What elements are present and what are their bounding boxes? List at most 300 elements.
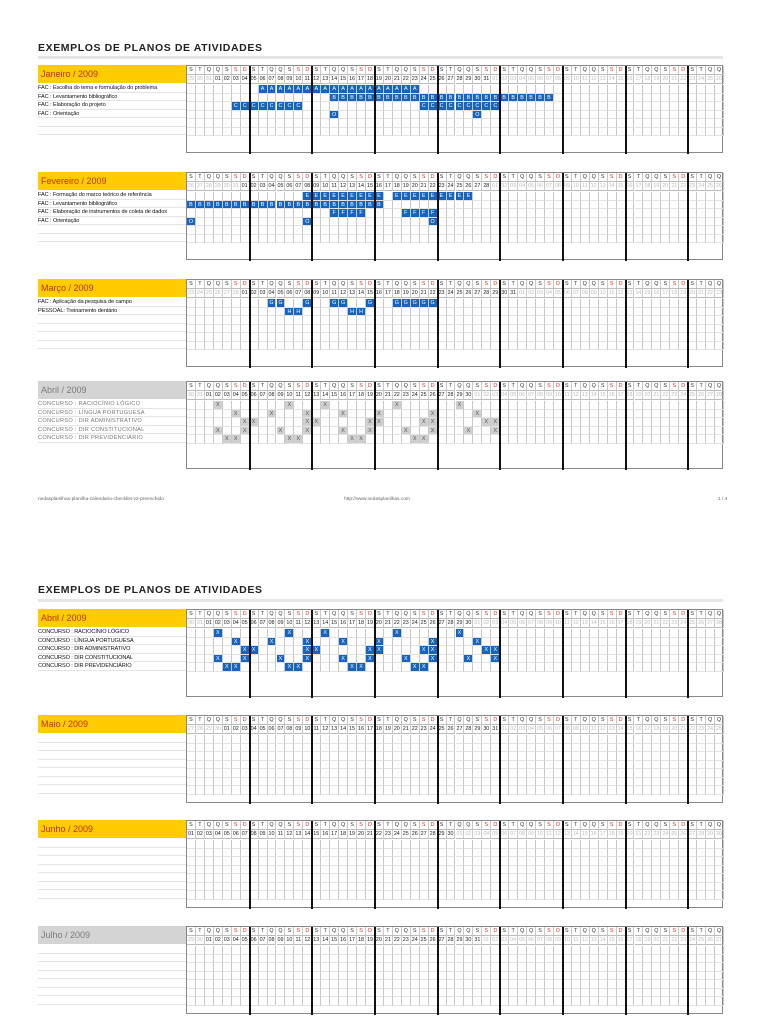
weekday-header: Q bbox=[464, 821, 473, 830]
grid-cell bbox=[643, 840, 652, 849]
grid-cell bbox=[590, 646, 599, 655]
grid-cell bbox=[643, 218, 652, 227]
weekday-header: S bbox=[420, 173, 429, 182]
weekday-header: S bbox=[187, 66, 196, 75]
grid-cell bbox=[187, 209, 196, 218]
grid-cell bbox=[393, 891, 402, 900]
grid-cell bbox=[608, 201, 617, 210]
day-number: 05 bbox=[510, 620, 517, 626]
activity-list bbox=[38, 298, 186, 349]
day-number: 22 bbox=[402, 76, 409, 82]
day-number: 31 bbox=[232, 183, 239, 189]
grid-cell bbox=[545, 955, 554, 964]
weekday-header: S bbox=[411, 66, 420, 75]
day-number: 28 bbox=[456, 76, 463, 82]
weekday-header: S bbox=[500, 716, 509, 725]
grid-cell bbox=[250, 778, 259, 787]
day-number: 26 bbox=[187, 183, 194, 189]
week-separator bbox=[437, 927, 439, 1015]
grid-cell bbox=[527, 857, 536, 866]
activity-mark: X bbox=[456, 401, 465, 410]
day-number: 06 bbox=[250, 937, 257, 943]
grid-cell bbox=[581, 980, 590, 989]
weekday-header: D bbox=[241, 821, 250, 830]
grid-cell bbox=[626, 646, 635, 655]
grid-cell bbox=[438, 119, 447, 128]
grid-cell bbox=[536, 410, 545, 419]
weekday-header: S bbox=[312, 173, 321, 182]
grid-cell bbox=[581, 891, 590, 900]
grid-cell bbox=[518, 849, 527, 858]
grid-cell bbox=[706, 786, 715, 795]
weekday-header: T bbox=[447, 716, 456, 725]
grid-cell bbox=[456, 786, 465, 795]
day-number: 19 bbox=[653, 183, 660, 189]
grid-cell bbox=[545, 646, 554, 655]
grid-cell bbox=[447, 735, 456, 744]
grid-cell bbox=[438, 963, 447, 972]
grid-cell bbox=[572, 874, 581, 883]
grid-cell bbox=[536, 980, 545, 989]
grid-cell bbox=[626, 418, 635, 427]
week-separator bbox=[687, 382, 689, 470]
grid-cell bbox=[590, 980, 599, 989]
grid-cell bbox=[232, 874, 241, 883]
grid-cell bbox=[572, 735, 581, 744]
grid-cell bbox=[294, 235, 303, 244]
grid-cell bbox=[599, 761, 608, 770]
grid-cell bbox=[268, 849, 277, 858]
grid-cell bbox=[697, 638, 706, 647]
day-number: 10 bbox=[554, 620, 561, 626]
grid-cell bbox=[214, 646, 223, 655]
grid-cell bbox=[348, 333, 357, 342]
day-number: 01 bbox=[474, 392, 481, 398]
weekday-header: T bbox=[509, 716, 518, 725]
activity-mark: X bbox=[250, 418, 259, 427]
grid-cell bbox=[464, 342, 473, 351]
activity-mark: A bbox=[285, 85, 294, 94]
weekday-header: S bbox=[482, 382, 491, 391]
weekday-header: Q bbox=[330, 173, 339, 182]
day-number: 11 bbox=[545, 830, 554, 839]
grid-cell bbox=[464, 946, 473, 955]
day-number: 04 bbox=[232, 620, 239, 626]
day-number: 30 bbox=[196, 76, 203, 82]
grid-cell bbox=[321, 883, 330, 892]
grid-cell bbox=[285, 744, 294, 753]
grid-cell bbox=[563, 226, 572, 235]
weekday-header: S bbox=[312, 821, 321, 830]
grid-cell bbox=[205, 119, 214, 128]
day-number: 30 bbox=[474, 76, 481, 82]
grid-cell bbox=[608, 427, 617, 436]
grid-cell bbox=[384, 410, 393, 419]
grid-cell bbox=[277, 629, 286, 638]
grid-cell bbox=[608, 646, 617, 655]
week-separator bbox=[437, 280, 439, 368]
grid-cell bbox=[187, 989, 196, 998]
grid-cell bbox=[581, 769, 590, 778]
grid-cell bbox=[608, 874, 617, 883]
grid-cell bbox=[447, 778, 456, 787]
grid-cell bbox=[670, 435, 679, 444]
grid-cell bbox=[384, 401, 393, 410]
grid-cell bbox=[706, 435, 715, 444]
grid-cell bbox=[536, 857, 545, 866]
weekday-header: D bbox=[303, 610, 312, 619]
day-number: 02 bbox=[510, 726, 517, 732]
day-number: 31 bbox=[483, 76, 490, 82]
day-number: 13 bbox=[581, 392, 588, 398]
grid-cell bbox=[196, 410, 205, 419]
day-number: 24 bbox=[662, 831, 669, 837]
grid-cell bbox=[402, 989, 411, 998]
day-number: 04 bbox=[545, 290, 552, 296]
weekday-header: S bbox=[223, 716, 232, 725]
grid-cell bbox=[223, 874, 232, 883]
grid-cell bbox=[330, 119, 339, 128]
grid-cell bbox=[572, 209, 581, 218]
grid-cell bbox=[393, 201, 402, 210]
grid-cell bbox=[285, 980, 294, 989]
day-number: 06 bbox=[286, 290, 293, 296]
grid-cell bbox=[268, 435, 277, 444]
grid-cell bbox=[715, 111, 724, 120]
grid-cell bbox=[250, 786, 259, 795]
grid-cell bbox=[268, 209, 277, 218]
grid-cell bbox=[581, 192, 590, 201]
grid-cell bbox=[232, 308, 241, 317]
activity-mark: C bbox=[482, 102, 491, 111]
grid-cell bbox=[661, 744, 670, 753]
grid-cell bbox=[688, 325, 697, 334]
grid-cell bbox=[626, 333, 635, 342]
grid-cell bbox=[688, 752, 697, 761]
grid-cell bbox=[268, 997, 277, 1006]
grid-cell bbox=[652, 883, 661, 892]
grid-cell bbox=[464, 85, 473, 94]
grid-cell bbox=[259, 883, 268, 892]
activity-mark: X bbox=[214, 401, 223, 410]
grid-cell bbox=[482, 235, 491, 244]
grid-cell bbox=[330, 849, 339, 858]
day-number: 21 bbox=[671, 76, 678, 82]
grid-cell bbox=[652, 192, 661, 201]
grid-cell bbox=[715, 997, 724, 1006]
grid-cell bbox=[447, 209, 456, 218]
day-number: 04 bbox=[483, 831, 490, 837]
day-number: 25 bbox=[716, 726, 723, 732]
grid-cell bbox=[393, 342, 402, 351]
grid-cell bbox=[402, 883, 411, 892]
day-number: 27 bbox=[689, 831, 696, 837]
weekday-header: Q bbox=[527, 66, 536, 75]
weekday-header: T bbox=[196, 610, 205, 619]
grid-cell bbox=[643, 435, 652, 444]
grid-cell bbox=[643, 752, 652, 761]
weekday-header: D bbox=[366, 382, 375, 391]
grid-cell bbox=[294, 401, 303, 410]
grid-cell bbox=[393, 418, 402, 427]
day-number: 28 bbox=[447, 620, 454, 626]
day-number: 07 bbox=[545, 183, 552, 189]
weekday-header: Q bbox=[581, 610, 590, 619]
weekday-header: Q bbox=[581, 382, 590, 391]
grid-cell bbox=[438, 226, 447, 235]
grid-cell bbox=[482, 866, 491, 875]
weekday-header: Q bbox=[652, 173, 661, 182]
activity-mark: A bbox=[411, 85, 420, 94]
grid-cell bbox=[268, 735, 277, 744]
grid-cell bbox=[715, 201, 724, 210]
grid-cell bbox=[706, 410, 715, 419]
grid-cell bbox=[294, 997, 303, 1006]
grid-cell bbox=[608, 735, 617, 744]
grid-cell bbox=[187, 778, 196, 787]
grid-cell bbox=[688, 629, 697, 638]
activity-list bbox=[38, 84, 186, 135]
weekday-header: S bbox=[563, 382, 572, 391]
activity-label bbox=[38, 777, 186, 786]
grid-cell bbox=[545, 963, 554, 972]
grid-cell bbox=[285, 874, 294, 883]
grid-cell bbox=[330, 316, 339, 325]
grid-cell bbox=[527, 989, 536, 998]
grid-cell bbox=[635, 102, 644, 111]
grid-cell bbox=[572, 333, 581, 342]
grid-cell bbox=[626, 410, 635, 419]
grid-cell bbox=[214, 891, 223, 900]
weekday-header: S bbox=[545, 173, 554, 182]
grid-cell bbox=[626, 401, 635, 410]
activity-mark: E bbox=[464, 192, 473, 201]
grid-cell bbox=[473, 342, 482, 351]
weekday-header: D bbox=[679, 66, 688, 75]
grid-cell bbox=[473, 226, 482, 235]
grid-cell bbox=[590, 308, 599, 317]
day-number: 03 bbox=[537, 290, 544, 296]
grid-cell bbox=[563, 955, 572, 964]
grid-cell bbox=[670, 883, 679, 892]
grid-cell bbox=[715, 655, 724, 664]
grid-cell bbox=[500, 997, 509, 1006]
activity-mark: B bbox=[527, 94, 536, 103]
grid-cell bbox=[456, 226, 465, 235]
weekday-header: T bbox=[447, 610, 456, 619]
grid-cell bbox=[438, 218, 447, 227]
grid-cell bbox=[321, 769, 330, 778]
grid-cell bbox=[688, 786, 697, 795]
grid-cell bbox=[277, 980, 286, 989]
grid-cell bbox=[608, 849, 617, 858]
grid-cell bbox=[384, 435, 393, 444]
grid-cell bbox=[438, 946, 447, 955]
weekday-header: S bbox=[250, 927, 259, 936]
grid-cell bbox=[375, 342, 384, 351]
grid-cell bbox=[643, 342, 652, 351]
grid-cell bbox=[339, 761, 348, 770]
day-number: 16 bbox=[626, 76, 633, 82]
activity-mark: X bbox=[393, 629, 402, 638]
activity-mark: E bbox=[411, 192, 420, 201]
grid-cell bbox=[259, 946, 268, 955]
grid-cell bbox=[259, 418, 268, 427]
grid-cell bbox=[294, 778, 303, 787]
grid-cell bbox=[599, 209, 608, 218]
grid-cell bbox=[375, 883, 384, 892]
grid-cell bbox=[581, 997, 590, 1006]
grid-cell bbox=[626, 857, 635, 866]
activity-mark: G bbox=[366, 299, 375, 308]
grid-cell bbox=[268, 857, 277, 866]
grid-cell bbox=[447, 119, 456, 128]
grid-cell bbox=[715, 663, 724, 672]
day-number: 12 bbox=[340, 290, 347, 296]
grid-cell bbox=[393, 218, 402, 227]
day-number: 04 bbox=[528, 726, 535, 732]
weekday-header: S bbox=[661, 610, 670, 619]
grid-cell bbox=[187, 955, 196, 964]
weekday-header: S bbox=[661, 927, 670, 936]
grid-cell bbox=[447, 308, 456, 317]
grid-cell bbox=[339, 646, 348, 655]
grid-cell bbox=[285, 192, 294, 201]
day-number: 27 bbox=[474, 290, 481, 296]
grid-cell bbox=[285, 857, 294, 866]
weekday-header: S bbox=[411, 173, 420, 182]
activity-mark: X bbox=[464, 655, 473, 664]
grid-cell bbox=[536, 201, 545, 210]
grid-cell bbox=[384, 752, 393, 761]
grid-cell bbox=[447, 85, 456, 94]
grid-cell bbox=[572, 891, 581, 900]
day-number: 08 bbox=[519, 831, 526, 837]
weekday-header: D bbox=[491, 173, 500, 182]
grid-cell bbox=[393, 989, 402, 998]
grid-cell bbox=[294, 128, 303, 137]
activity-mark: B bbox=[491, 94, 500, 103]
grid-cell bbox=[563, 866, 572, 875]
grid-cell bbox=[205, 218, 214, 227]
activity-mark: E bbox=[402, 192, 411, 201]
grid-cell bbox=[214, 235, 223, 244]
grid-cell bbox=[187, 316, 196, 325]
grid-cell bbox=[518, 325, 527, 334]
day-number: 26 bbox=[465, 290, 472, 296]
weekday-header: S bbox=[563, 821, 572, 830]
grid-cell bbox=[339, 980, 348, 989]
grid-cell bbox=[438, 629, 447, 638]
grid-cell bbox=[464, 629, 473, 638]
grid-cell bbox=[277, 849, 286, 858]
activity-mark: B bbox=[545, 94, 554, 103]
grid-cell bbox=[661, 119, 670, 128]
day-number: 18 bbox=[393, 290, 400, 296]
grid-cell bbox=[375, 119, 384, 128]
grid-cell bbox=[321, 299, 330, 308]
day-number: 16 bbox=[375, 183, 382, 189]
grid-cell bbox=[473, 857, 482, 866]
grid-cell bbox=[402, 646, 411, 655]
grid-cell bbox=[447, 410, 456, 419]
activity-mark: X bbox=[339, 638, 348, 647]
grid-cell bbox=[545, 192, 554, 201]
day-number: 17 bbox=[617, 392, 624, 398]
grid-cell bbox=[652, 857, 661, 866]
activity-mark: X bbox=[294, 663, 303, 672]
grid-cell bbox=[572, 946, 581, 955]
grid-cell bbox=[670, 128, 679, 137]
activity-label: FAC : Formação do marco teórico de referência bbox=[38, 191, 186, 200]
grid-cell bbox=[187, 401, 196, 410]
activity-mark: X bbox=[303, 638, 312, 647]
activity-mark: C bbox=[285, 102, 294, 111]
grid-cell bbox=[643, 769, 652, 778]
weekday-header: S bbox=[482, 610, 491, 619]
grid-cell bbox=[339, 218, 348, 227]
grid-cell bbox=[384, 316, 393, 325]
grid-cell bbox=[456, 111, 465, 120]
day-number: 15 bbox=[331, 392, 338, 398]
day-number: 19 bbox=[635, 620, 642, 626]
grid-cell bbox=[223, 128, 232, 137]
activity-mark: C bbox=[268, 102, 277, 111]
grid-cell bbox=[536, 209, 545, 218]
grid-cell bbox=[330, 308, 339, 317]
grid-cell bbox=[232, 980, 241, 989]
weekday-header: S bbox=[438, 821, 447, 830]
grid-cell bbox=[232, 997, 241, 1006]
grid-cell bbox=[697, 410, 706, 419]
weekday-header: Q bbox=[205, 382, 214, 391]
day-number: 19 bbox=[617, 831, 624, 837]
grid-cell bbox=[715, 209, 724, 218]
weekday-header: Q bbox=[214, 927, 223, 936]
grid-cell bbox=[706, 874, 715, 883]
activity-mark: X bbox=[366, 427, 375, 436]
weekday-header: S bbox=[348, 382, 357, 391]
weekday-header: D bbox=[617, 610, 626, 619]
weekday-header: Q bbox=[268, 927, 277, 936]
grid-cell bbox=[563, 840, 572, 849]
day-number: 18 bbox=[644, 76, 651, 82]
grid-cell bbox=[697, 769, 706, 778]
grid-cell bbox=[473, 891, 482, 900]
grid-cell bbox=[294, 946, 303, 955]
grid-cell bbox=[715, 761, 724, 770]
grid-cell bbox=[518, 989, 527, 998]
day-number: 29 bbox=[456, 620, 463, 626]
grid-cell bbox=[330, 769, 339, 778]
grid-cell bbox=[205, 435, 214, 444]
weekday-header: T bbox=[572, 927, 581, 936]
day-number: 11 bbox=[563, 619, 572, 628]
grid-cell bbox=[339, 111, 348, 120]
grid-cell bbox=[411, 201, 420, 210]
activity-mark: X bbox=[429, 418, 438, 427]
grid-cell bbox=[688, 866, 697, 875]
grid-cell bbox=[697, 85, 706, 94]
grid-cell bbox=[626, 342, 635, 351]
grid-cell bbox=[232, 778, 241, 787]
grid-cell bbox=[661, 989, 670, 998]
grid-cell bbox=[196, 325, 205, 334]
grid-cell bbox=[545, 769, 554, 778]
grid-cell bbox=[223, 735, 232, 744]
grid-cell bbox=[643, 410, 652, 419]
weekday-header: D bbox=[554, 173, 563, 182]
